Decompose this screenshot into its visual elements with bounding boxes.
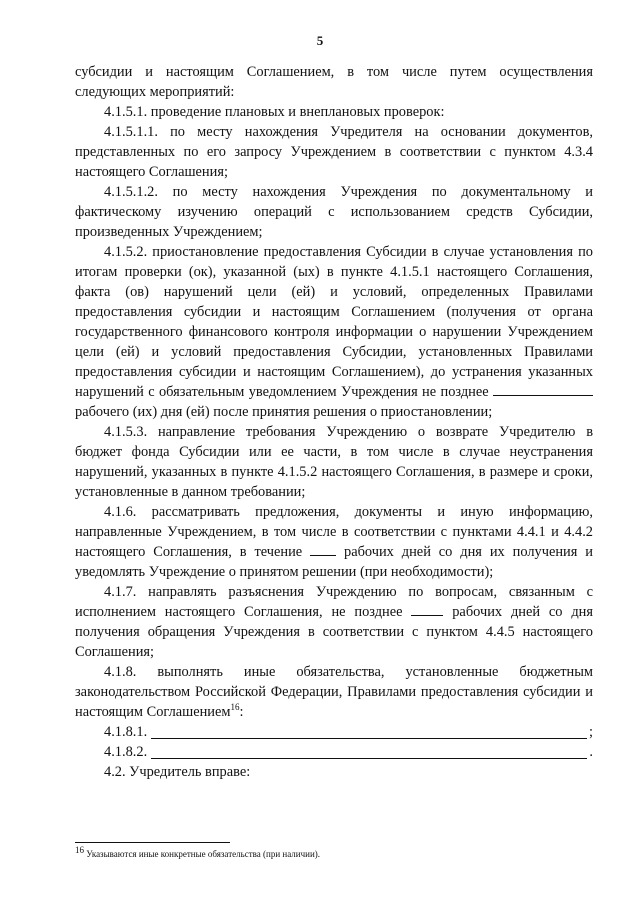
paragraph-4-1-5-2 <box>75 242 593 422</box>
paragraph-4-1-8-text: 4.1.8. выполнять иные обязательства, установленные бюджетным законодательством Российской Федерации, Правилами предоставления субсидии и настоящим Соглашением <box>75 664 593 720</box>
paragraph-4-1-8 <box>75 662 593 722</box>
item-label: 4.1.8.1. <box>104 724 148 740</box>
footnote <box>75 845 595 860</box>
paragraph-4-1-5-3: 4.1.5.3. направление требования Учреждению о возврате Учредителю в бюджет фонда Субсидии или ее части, в том числе в случае неустранения нарушений, указанных в пункте 4.1.5.2 настоящего Соглашения, в размере и сроки, установленные в данном требовании; <box>75 424 593 500</box>
fill-in-line <box>151 744 587 759</box>
paragraph-p1: субсидии и настоящим Соглашением, в том числе путем осуществления следующих мероприятий: <box>75 64 593 100</box>
paragraph-4-1-8-colon: : <box>239 704 244 720</box>
paragraph-4-1-5-1-1: 4.1.5.1.1. по месту нахождения Учредителя на основании документов, представленных по его запросу Учреждением в соответствии с пунктом 4.3.4 настоящего Соглашения; <box>75 124 593 180</box>
item-end: ; <box>589 724 593 740</box>
paragraph-4-1-6-text-a: 4.1.6. рассматривать предложения, документы и иную информацию, направленные Учреждением, в том числе в соответствии с пунктами 4.4.1 и 4.4.2 настоящего Соглашения, в течение <box>75 504 593 560</box>
paragraph-4-1-5-1-2: 4.1.5.1.2. по месту нахождения Учреждения по документальному и фактическому изучению операций с использованием средств Субсидии, произведенных Учреждением; <box>75 184 593 240</box>
blank-days-field <box>493 382 593 396</box>
paragraph-4-1-5-2-text-a: 4.1.5.2. приостановление предоставления Субсидии в случае установления по итогам проверки (ок), указанной (ых) в пункте 4.1.5.1 настоящего Соглашения, факта (ов) нарушений цели (ей) и условий, определенных Правилами предоставления субсидии и настоящим Соглашением (получения от органа государственного финансового контроля информации о нарушении Учреждением цели (ей) и условий предоставления Субсидии, установленных Правилами предоставления субсидии и настоящим Соглашением), до устранения указанных нарушений с обязательным уведомлением Учреждения не позднее <box>75 244 593 400</box>
page-number: 5 <box>316 33 324 48</box>
paragraph-4-1-7-text-b: рабочих дней со дня получения обращения Учреждения в соответствии с пунктом 4.4.5 настоящего Соглашения; <box>75 604 593 660</box>
paragraph-4-1-8-1 <box>75 722 593 742</box>
footnote-ref: 16 <box>230 702 240 713</box>
paragraph-4-1-5-2-text-b: рабочего (их) дня (ей) после принятия решения о приостановлении; <box>75 404 493 420</box>
item-end: . <box>589 744 593 760</box>
blank-days-field <box>411 602 443 616</box>
fill-in-line <box>151 724 587 739</box>
paragraph-4-1-8-2 <box>75 742 593 762</box>
footnote-text: Указываются иные конкретные обязательства (при наличии). <box>86 849 321 859</box>
paragraph-4-1-7 <box>75 582 593 662</box>
paragraph-4-1-7-text-a: 4.1.7. направлять разъяснения Учреждению по вопросам, связанным с исполнением настоящего Соглашения, не позднее <box>75 584 593 620</box>
item-label: 4.1.8.2. <box>104 744 148 760</box>
footnote-number: 16 <box>75 845 84 855</box>
footnote-separator <box>75 842 230 843</box>
blank-days-field <box>310 542 336 556</box>
paragraph-4-1-6 <box>75 502 593 582</box>
paragraph-4-1-6-text-b: рабочих дней со дня их получения и уведомлять Учреждение о принятом решении (при необходимости); <box>75 544 593 580</box>
paragraph-4-2: 4.2. Учредитель вправе: <box>104 764 251 780</box>
paragraph-4-1-5-1: 4.1.5.1. проведение плановых и внеплановых проверок: <box>104 104 445 120</box>
document-body <box>75 62 593 782</box>
